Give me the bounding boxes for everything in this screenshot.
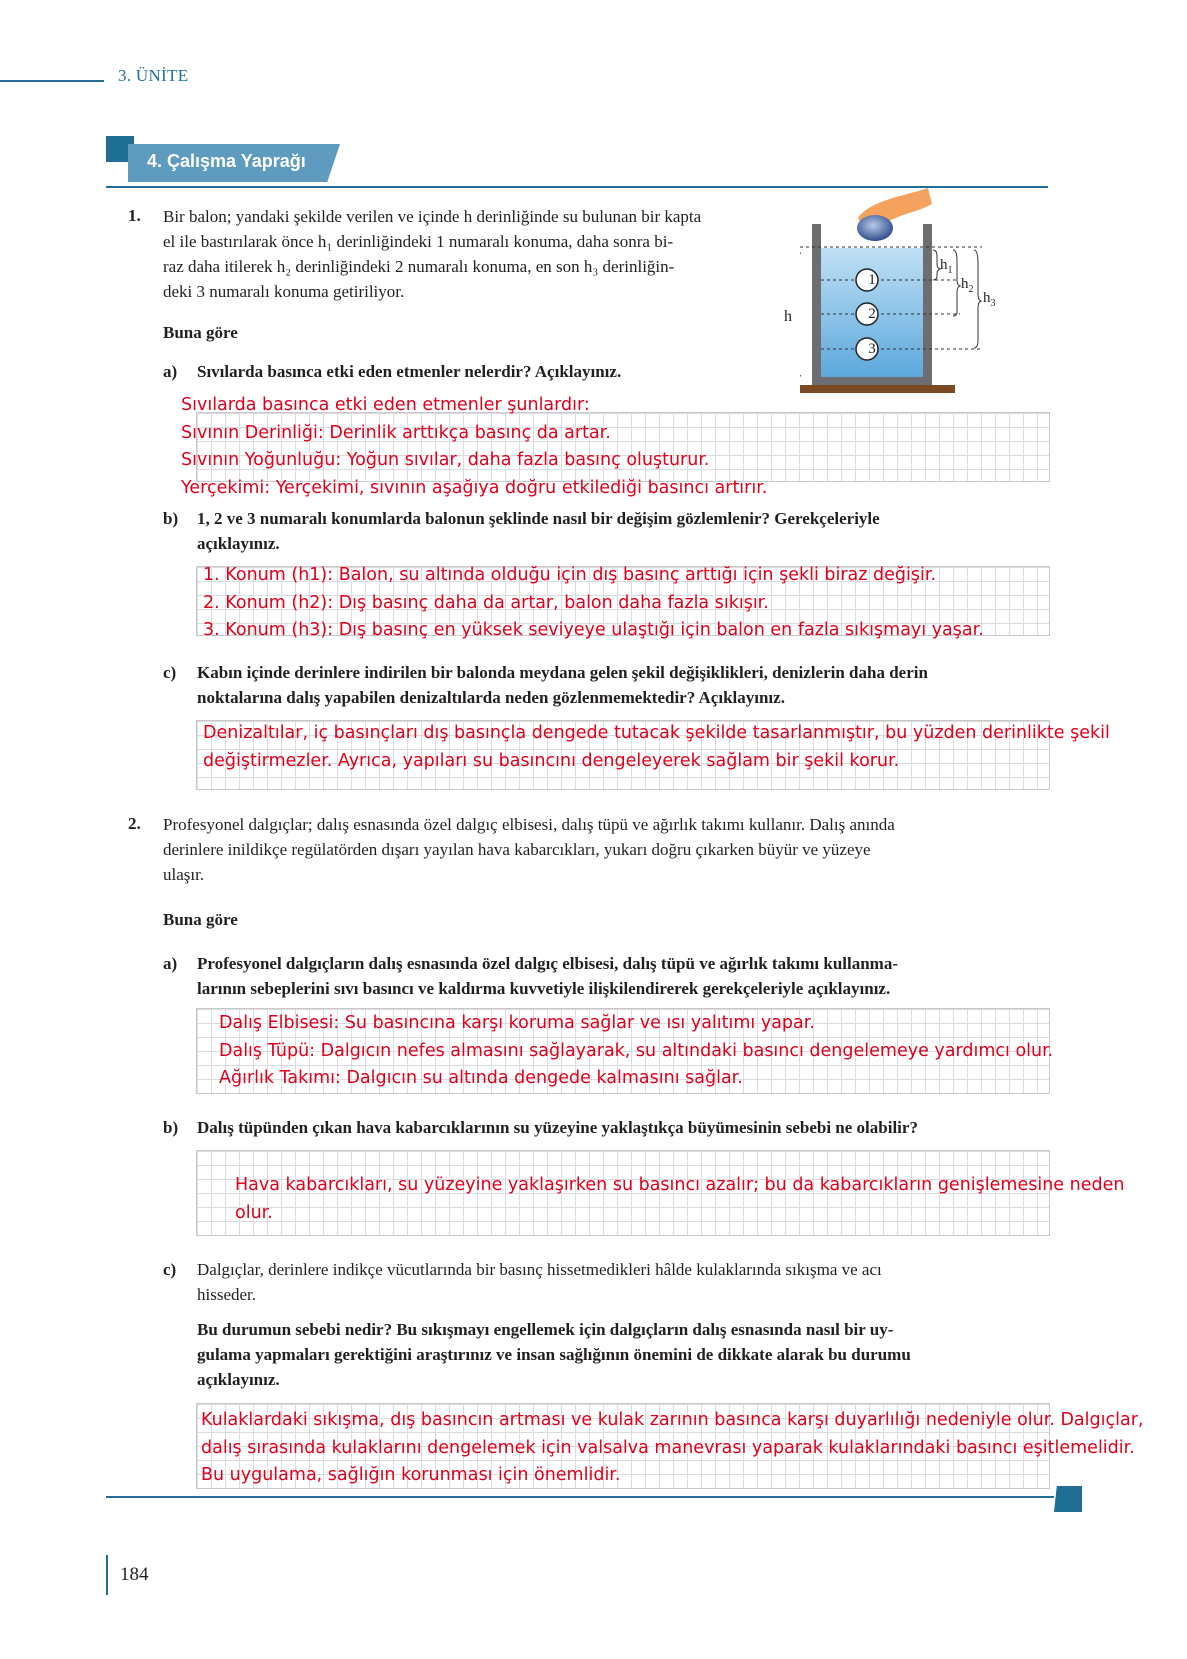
figure-position-1: 1 bbox=[868, 272, 876, 288]
q2b-answer bbox=[235, 1172, 1124, 1227]
q1-intro bbox=[163, 204, 803, 304]
q1-number: 1. bbox=[128, 206, 141, 225]
q1-intro-line: el ile bastırılarak önce h₁ derinliğindeki 1 numaralı konuma, daha sonra bi- bbox=[163, 232, 674, 251]
q2-intro-line: derinlere inildikçe regülatörden dışarı yayılan hava kabarcıkları, yukarı doğru çıkarken büyür ve yüzeye bbox=[163, 840, 871, 859]
question-line: noktalarına dalış yapabilen denizaltılarda neden gözlenmemektedir? Açıklayınız. bbox=[197, 688, 785, 707]
answer-line: Denizaltılar, iç basınçları dış basınçla dengede tutacak şekilde tasarlanmıştır, bu yüzden derinlikte şekil bbox=[203, 723, 1110, 743]
page-number: 184 bbox=[120, 1564, 149, 1585]
question-line: gulama yapmaları gerektiğini araştırınız ve insan sağlığının önemini de dikkate alarak bu durumu bbox=[197, 1345, 911, 1364]
q2-buna-gore: Buna göre bbox=[163, 910, 238, 929]
q1-intro-line: deki 3 numaralı konuma getiriliyor. bbox=[163, 282, 405, 301]
q1c-question bbox=[197, 660, 1047, 710]
q2c-question bbox=[197, 1317, 1047, 1392]
answer-line: Hava kabarcıkları, su yüzeyine yaklaşırken su basıncı azalır; bu da kabarcıkların genişlemesine neden bbox=[235, 1175, 1125, 1195]
container-right-wall bbox=[923, 224, 932, 386]
q1-buna-gore: Buna göre bbox=[163, 323, 238, 342]
q1b-letter: b) bbox=[163, 509, 179, 528]
q1b-question bbox=[197, 506, 1047, 556]
header-rule bbox=[0, 80, 104, 82]
q1a-question: Sıvılarda basınca etki eden etmenler nelerdir? Açıklayınız. bbox=[197, 362, 622, 381]
q1c-letter: c) bbox=[163, 663, 177, 682]
q2c-letter: c) bbox=[163, 1260, 177, 1279]
q1b-answer bbox=[203, 562, 984, 645]
answer-line: Sıvının Yoğunluğu: Yoğun sıvılar, daha fazla basınç oluşturur. bbox=[181, 450, 710, 470]
page-number-bar bbox=[106, 1555, 108, 1595]
question-line: Profesyonel dalgıçların dalış esnasında özel dalgıç elbisesi, dalış tüpü ve ağırlık takımı kullanma- bbox=[197, 954, 899, 973]
question-line: açıklayınız. bbox=[197, 1370, 280, 1389]
q1a-answer bbox=[181, 392, 767, 502]
figure-position-3: 3 bbox=[868, 341, 876, 357]
answer-line: Dalış Tüpü: Dalgıcın nefes almasını sağlayarak, su altındaki basıncı dengelemeye yardımcı olur. bbox=[219, 1040, 1054, 1061]
q2b-question: Dalış tüpünden çıkan hava kabarcıklarının su yüzeyine yaklaştıkça büyümesinin sebebi ne olabilir? bbox=[197, 1118, 918, 1137]
answer-line: Sıvının Derinliği: Derinlik arttıkça basınç da artar. bbox=[181, 422, 611, 443]
q2c-intro-line: hisseder. bbox=[197, 1285, 257, 1304]
question-line: Bu durumun sebebi nedir? Bu sıkışmayı engellemek için dalgıçların dalış esnasında nasıl bir uy- bbox=[197, 1320, 894, 1339]
answer-line: 3. Konum (h3): Dış basınç en yüksek seviyeye ulaştığı için balon en fazla sıkışmayı yaşar. bbox=[203, 620, 984, 640]
figure-label-h3: $h_3$ bbox=[983, 290, 996, 309]
answer-line: değiştirmezler. Ayrıca, yapıları su basıncını dengeleyerek sağlam bir şekil korur. bbox=[203, 750, 900, 771]
q2b-letter: b) bbox=[163, 1118, 179, 1137]
answer-line: Kulaklardaki sıkışma, dış basıncın artması ve kulak zarının basınca karşı duyarlılığı nedeniyle olur. Dalgıçlar, bbox=[201, 1410, 1144, 1430]
answer-line: 2. Konum (h2): Dış basınç daha da artar, balon daha fazla sıkışır. bbox=[203, 592, 769, 613]
q2-intro bbox=[163, 812, 1053, 887]
ground bbox=[800, 385, 955, 393]
balloon-container-figure bbox=[800, 188, 1040, 418]
q2-intro-line: ulaşır. bbox=[163, 865, 205, 884]
answer-line: Sıvılarda basınca etki eden etmenler şunlardır: bbox=[181, 395, 590, 415]
footer-marker bbox=[1054, 1486, 1082, 1512]
answer-line: Dalış Elbisesi: Su basıncına karşı koruma sağlar ve ısı yalıtımı yapar. bbox=[219, 1013, 815, 1033]
question-line: açıklayınız. bbox=[197, 534, 280, 553]
q2a-answer bbox=[219, 1010, 1053, 1093]
answer-line: olur. bbox=[235, 1202, 273, 1223]
q1-intro-line: raz daha itilerek h₂ derinliğindeki 2 numaralı konuma, en son h₃ derinliğin- bbox=[163, 257, 675, 276]
q2a-letter: a) bbox=[163, 954, 178, 973]
q2c-intro-line: Dalgıçlar, derinlere indikçe vücutlarında bir basınç hissetmedikleri hâlde kulaklarında sıkışma ve acı bbox=[197, 1260, 882, 1279]
q2-number: 2. bbox=[128, 814, 141, 833]
answer-line: Yerçekimi: Yerçekimi, sıvının aşağıya doğru etkilediği basıncı artırır. bbox=[181, 477, 768, 498]
question-line: 1, 2 ve 3 numaralı konumlarda balonun şeklinde nasıl bir değişim gözlemlenir? Gerekçeleriyle bbox=[197, 509, 880, 528]
q1-intro-line: Bir balon; yandaki şekilde verilen ve içinde h derinliğinde su bulunan bir kapta bbox=[163, 207, 702, 226]
worksheet-title: 4. Çalışma Yaprağı bbox=[147, 151, 306, 171]
balloon-icon bbox=[857, 215, 893, 241]
q2c-intro bbox=[197, 1257, 1047, 1307]
q2-intro-line: Profesyonel dalgıçlar; dalış esnasında özel dalgıç elbisesi, dalış tüpü ve ağırlık takımı kullanır. Dalış anında bbox=[163, 815, 895, 834]
q2c-answer bbox=[201, 1407, 1143, 1490]
answer-line: Ağırlık Takımı: Dalgıcın su altında dengede kalmasını sağlar. bbox=[219, 1068, 743, 1088]
q2a-question bbox=[197, 951, 1047, 1001]
footer-rule bbox=[106, 1496, 1054, 1498]
container-left-wall bbox=[812, 224, 821, 386]
unit-title: 3. ÜNİTE bbox=[118, 66, 189, 85]
question-line: Kabın içinde derinlere indirilen bir balonda meydana gelen şekil değişiklikleri, denizlerin daha derin bbox=[197, 663, 928, 682]
figure-label-h1: $h_1$ bbox=[940, 257, 953, 276]
q1c-answer bbox=[203, 720, 1110, 775]
figure-position-2: 2 bbox=[868, 306, 876, 322]
answer-line: 1. Konum (h1): Balon, su altında olduğu için dış basınç arttığı için şekli biraz değişir. bbox=[203, 565, 937, 585]
container-bottom bbox=[812, 377, 932, 386]
answer-line: dalış sırasında kulaklarını dengelemek için valsalva manevrası yaparak kulaklarındaki basıncı eşitlemelidir. bbox=[201, 1437, 1135, 1458]
figure-label-h2: $h_2$ bbox=[961, 276, 974, 295]
q1a-letter: a) bbox=[163, 362, 178, 381]
question-line: larının sebeplerini sıvı basıncı ve kaldırma kuvvetiyle ilişkilendirerek gerekçeleriyle açıklayınız. bbox=[197, 979, 891, 998]
figure-label-h: h bbox=[784, 308, 792, 325]
answer-line: Bu uygulama, sağlığın korunması için önemlidir. bbox=[201, 1465, 621, 1485]
